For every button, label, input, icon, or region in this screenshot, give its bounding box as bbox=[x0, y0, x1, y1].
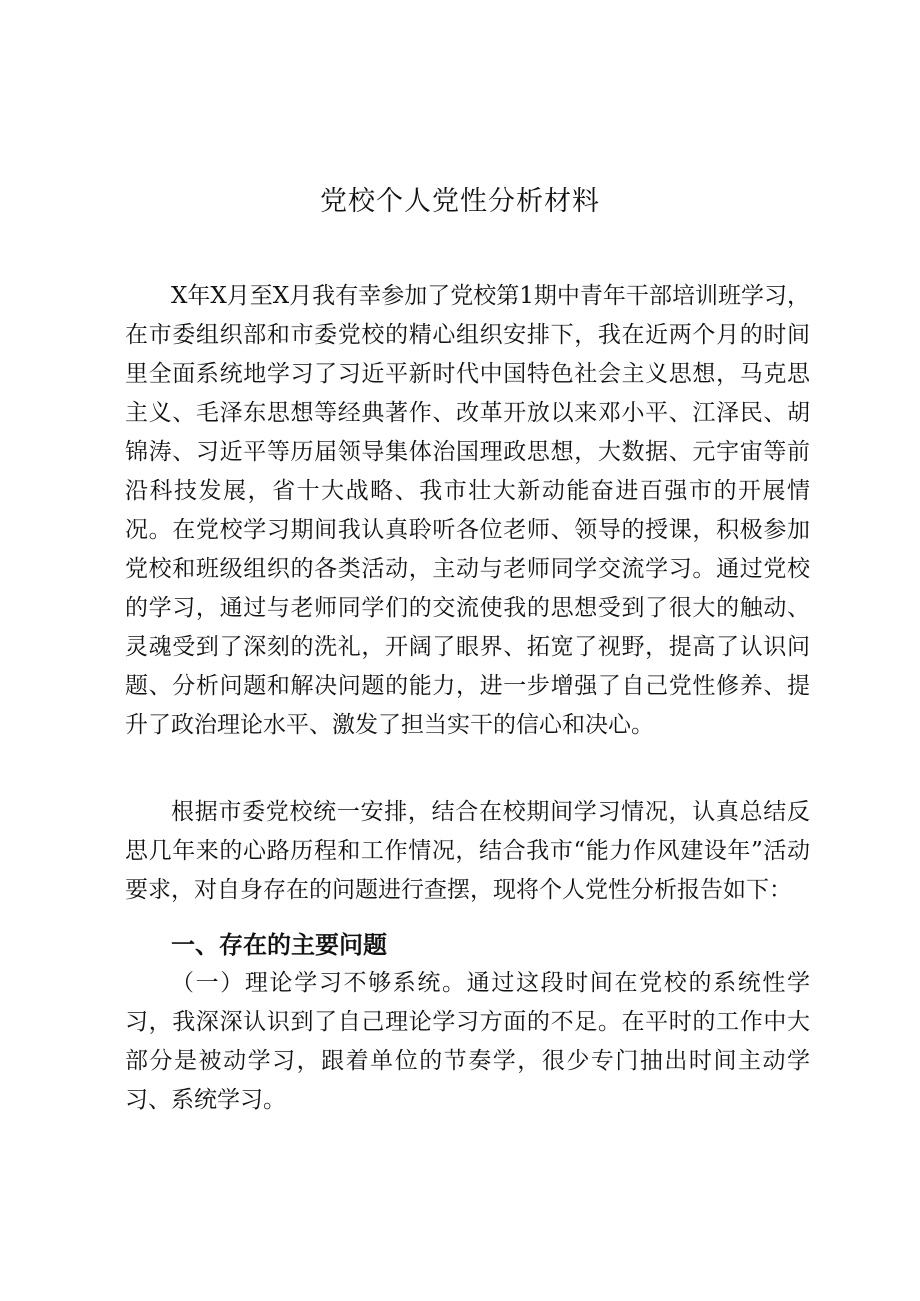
arrangement-paragraph: 根据市委党校统一安排，结合在校期间学习情况，认真总结反思几年来的心路历程和工作情况，结合我市“能力作风建设年”活动要求，对自身存在的问题进行查摆，现将个人党性分析报告如下： bbox=[125, 799, 810, 903]
intro-paragraph: X年X月至X月我有幸参加了党校第1期中青年干部培训班学习，在市委组织部和市委党校的精心组织安排下，我在近两个月的时间里全面系统地学习了习近平新时代中国特色社会主义思想，马克思主义、毛泽东思想等经典著作、改革开放以来邓小平、江泽民、胡锦涛、习近平等历届领导集体治国理政思想，大数据、元宇宙等前沿科技发展，省十大战略、我市壮大新动能奋进百强市的开展情况。在党校学习期间我认真聆听各位老师、领导的授课，积极参加党校和班级组织的各类活动，主动与老师同学交流学习。通过党校的学习，通过与老师同学们的交流使我的思想受到了很大的触动、灵魂受到了深刻的洗礼，开阔了眼界、拓宽了视野，提高了认识问题、分析问题和解决问题的能力，进一步增强了自己党性修养、提升了政治理论水平、激发了担当实干的信心和决心。 bbox=[125, 283, 810, 738]
section-heading: 一、存在的主要问题 bbox=[171, 931, 387, 959]
section-paragraph: （一）理论学习不够系统。通过这段时间在党校的系统性学习，我深深认识到了自己理论学习方面的不足。在平时的工作中大部分是被动学习，跟着单位的节奏学，很少专门抽出时间主动学习、系统学习。 bbox=[125, 970, 810, 1113]
document-title: 党校个人党性分析材料 bbox=[320, 186, 600, 217]
